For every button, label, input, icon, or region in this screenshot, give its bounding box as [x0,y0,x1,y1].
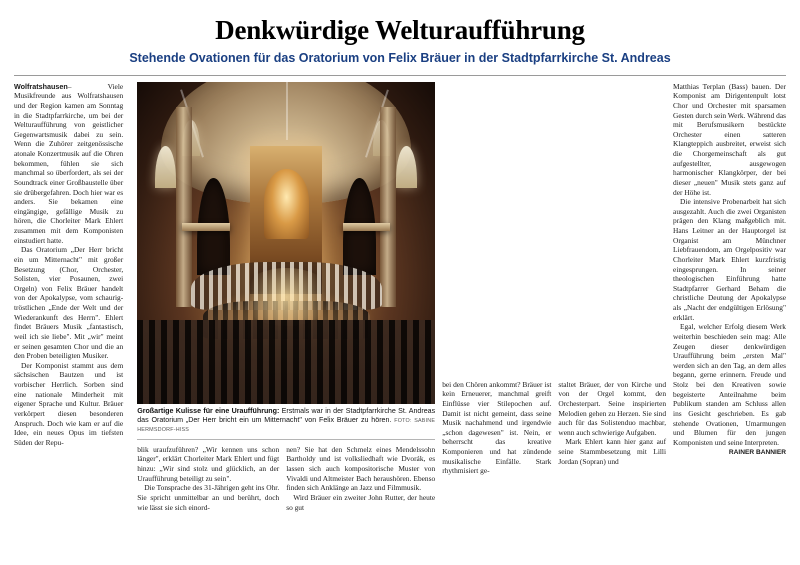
paragraph: Egal, welcher Erfolg diesem Werk weiterhin beschieden sein mag: Alle Zeugen dieser denkwürdigen Uraufführung beim „ersten Mal" werden sich an den Tag, an dem alles begann, gerne erinnern. Freude und Stolz bei den Kreativen sowie begeisterte Anteilnahme beim Publikum standen am Schluss allen ins Gesicht geschrieben. Es gab stehende Ovationen, Umarmungen und Blumen für den jungen Komponisten und seine Interpreten. [673,322,786,447]
caption-divider [137,439,435,440]
author-signature: RAINER BANNIER [728,449,786,457]
page-subtitle: Stehende Ovationen für das Oratorium von Felix Bräuer in der Stadtpfarrkirche St. Andreas [129,51,671,66]
paragraph: Das Oratorium „Der Herr bricht ein um Mitternacht" mit großer Besetzung (Chor, Orchester, Solisten, vier Posaunen, zwei Orgeln) von Felix Bräuer handelt von der Apokalypse, vom schaurig-tröstlichen „Ende der Welt und der Wiederankunft des Herrn". Ehlert findet Bräuers Musik „fantastisch, weil ich sie liebe". Mit „wir" meint er seinen gesamten Chor und die an den Proben beteiligten Musiker. [14,245,124,361]
photo-caption [137,407,435,435]
paragraph: Wird Bräuer ein zweiter John Rutter, der heute so gut [286,492,436,512]
byline: Wolfratshausen [14,81,68,91]
paragraph-text: – Viele Musikfreunde aus Wolfratshausen und der Region kamen am Sonntag in die Stadtpfarrkirche, um bei der Welturaufführung von geistlicher Gegenwartsmusik dabei zu sein. Wenn die Zuhörer zeitgenössische atonale Konzertmusik auf die Ohren bekommen, fühlen sie sich manchmal so überfordert, als sei der Soundtrack einer Großbaustelle über sie drübergefahren. Doch hier war es anders. Sie bekamen eine eingängige, gefällige Musik zu hören, die Chorleiter Mark Ehlert zusammen mit dem Komponisten einstudiert hatte. [14,81,124,245]
photo-block [130,82,442,552]
paragraph [14,82,123,246]
photo-credit: FOTO: SABINE HERMSDORF-HISS [137,418,436,434]
paragraph: Mark Ehlert kann hier ganz auf seine Stammbesetzung mit Lilli Jordan (Sopran) und [558,437,667,466]
paragraph: bei den Chören ankommt? Bräuer ist kein Erneuerer, manchmal greift Einflüsse vier Stilepochen auf. Damit ist nicht gemeint, dass seine Musik nachahmend und irgendwie „schon dagewesen" ist. Nein, er beherrscht das kreative Komponieren und hat zündende musikalische Einfälle. Stark rhythmisiert ge- [442,379,552,476]
article-column-1 [14,82,130,552]
article-column-2 [137,445,286,512]
caption-text: Erstmals war in der Stadtpfarrkirche St. Andreas das Oratorium „Der Herr bricht ein um Mitternacht" von Felix Bräuer zu hören. [137,406,436,425]
article-body [14,82,786,552]
paragraph: staltet Bräuer, der von Kirche und von der Orgel kommt, den Orchesterpart. Seine inspirierten Melodien gehen zu Herzen. Sie sind auch für das Solistenduo machbar, wenn auch schwierige Aufgaben. [558,379,667,437]
header-divider [14,75,786,76]
paragraph: blik uraufzuführen? „Wir kennen uns schon länger", erklärt Chorleiter Mark Ehlert und fügt hinzu: „Wir sind stolz und glücklich, an der Uraufführung beteiligt zu sein". [137,444,280,483]
paragraph: Die intensive Probenarbeit hat sich ausgezahlt. Auch die zwei Organisten prägen den Klang maßgeblich mit. Hans Leitner an der Hauptorgel ist Organist am Münchner Liebfrauendom, am Orgelpositiv war Chorleiter Mark Ehlert kurzfristig eingesprungen. In seiner theologischen Einführung hatte Stadtpfarrer Gerhard Beham die christliche Deutung der Apokalypse als „Nacht der endgültigen Erlösung" erklärt. [673,197,786,322]
article-column-6 [673,82,786,552]
paragraph: Matthias Terplan (Bass) bauen. Der Komponist am Dirigentenpult lotst Chor und Orchester mit sparsamen Gesten durch sein Werk. Während das mit Berufsmusikern bestückte Orchester einen satteren Klangteppich ausbreitet, erweist sich die Chorgemeinschaft als gut aufgestellter, ausgewogen harmonischer Klangkörper, der bei dieser „neuen" Musik stets ganz auf der Höhe ist. [673,81,786,197]
page-title: Denkwürdige Welturaufführung [215,15,585,45]
article-column-3 [286,445,435,512]
paragraph: nen? Sie hat den Schmelz eines Mendelssohn Bartholdy und ist volksliedhaft wie Dvorák, es lassen sich auch kompositorische Muster von Vivaldi und Altmeister Bach heraushören. Ebenso finden sich Anklänge an Jazz und Filmmusik. [286,444,436,493]
church-concert-photo [137,82,435,404]
paragraph: Die Tonsprache des 31-Jährigen geht ins Ohr. Sie spricht unmittelbar an und berührt, doch wie lässt sie sich einord- [137,483,280,512]
article-column-4 [442,380,558,552]
photo-wrap [137,82,435,404]
columns-under-photo [137,445,435,512]
article-column-5 [558,380,673,552]
paragraph: Der Komponist stammt aus dem sächsischen Bautzen und ist vorbischer Herrlich. Sorben sind eine nationale Minderheit mit eigener Sprache und Kultur. Bräuer verkörpert diesen besonderen Anspruch. Doch wie kam er auf die Idee, ein neues Opus im tiefsten Süden der Repu- [14,360,124,447]
caption-lead: Großartige Kulisse für eine Uraufführung: [137,406,280,415]
